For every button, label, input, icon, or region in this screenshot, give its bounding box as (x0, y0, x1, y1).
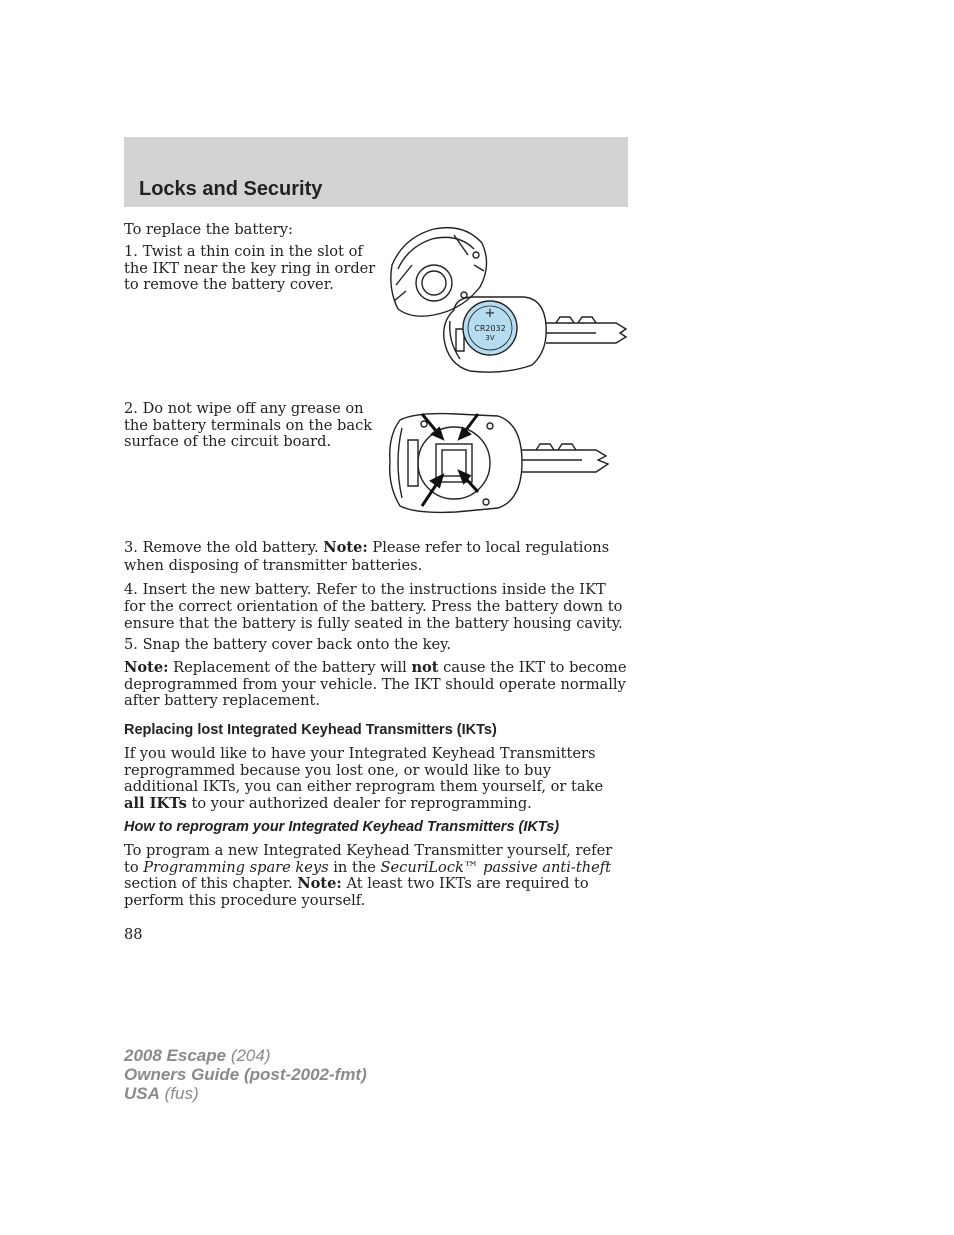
step-3: 3. Remove the old battery. Note: Please refer to local regulations when disposing of transmitter batteries. (124, 539, 610, 574)
step-5: 5. Snap the battery cover back onto the key. (124, 636, 452, 653)
heading-replacing-lost-ikts: Replacing lost Integrated Keyhead Transmitters (IKTs) (124, 722, 497, 738)
step-4: 4. Insert the new battery. Refer to the instructions inside the IKT for the correct orientation of the battery. Press the battery down to ensure that the battery is fully seated in the battery housing cavity. (124, 581, 623, 632)
reprogram-paragraph: To program a new Integrated Keyhead Transmitter yourself, refer to Programming spare keys in the SecuriLock™ passive anti-theft section of this chapter. Note: At least two IKTs are required to perform this procedure yourself. (124, 842, 613, 909)
step-2: 2. Do not wipe off any grease on the battery terminals on the back surface of the circuit board. (124, 400, 373, 450)
replacing-lost-ikts-paragraph: If you would like to have your Integrated Keyhead Transmitters reprogrammed because you lost one, or would like to buy additional IKTs, you can either reprogram them yourself, or take all IKTs to your authorized dealer for reprogramming. (124, 745, 604, 812)
section-title: Locks and Security (139, 178, 323, 200)
battery-plus-label: + (484, 306, 496, 321)
circuit-board-terminals-illustration (386, 410, 630, 516)
battery-model-label: CR2032 (474, 324, 506, 333)
step-1: 1. Twist a thin coin in the slot of the IKT near the key ring in order to remove the battery cover. (124, 243, 376, 293)
intro-text: To replace the battery: (124, 221, 293, 238)
page-number: 88 (124, 926, 143, 943)
battery-note: Note: Replacement of the battery will not cause the IKT to become deprogrammed from your vehicle. The IKT should operate normally after battery replacement. (124, 659, 627, 709)
heading-how-to-reprogram: How to reprogram your Integrated Keyhead Transmitters (IKTs) (124, 819, 560, 835)
document-footer: 2008 Escape (204) Owners Guide (post-2002-fmt) USA (fus) (124, 1046, 367, 1103)
key-battery-cover-illustration (384, 225, 630, 380)
battery-voltage-label: 3V (485, 334, 495, 342)
